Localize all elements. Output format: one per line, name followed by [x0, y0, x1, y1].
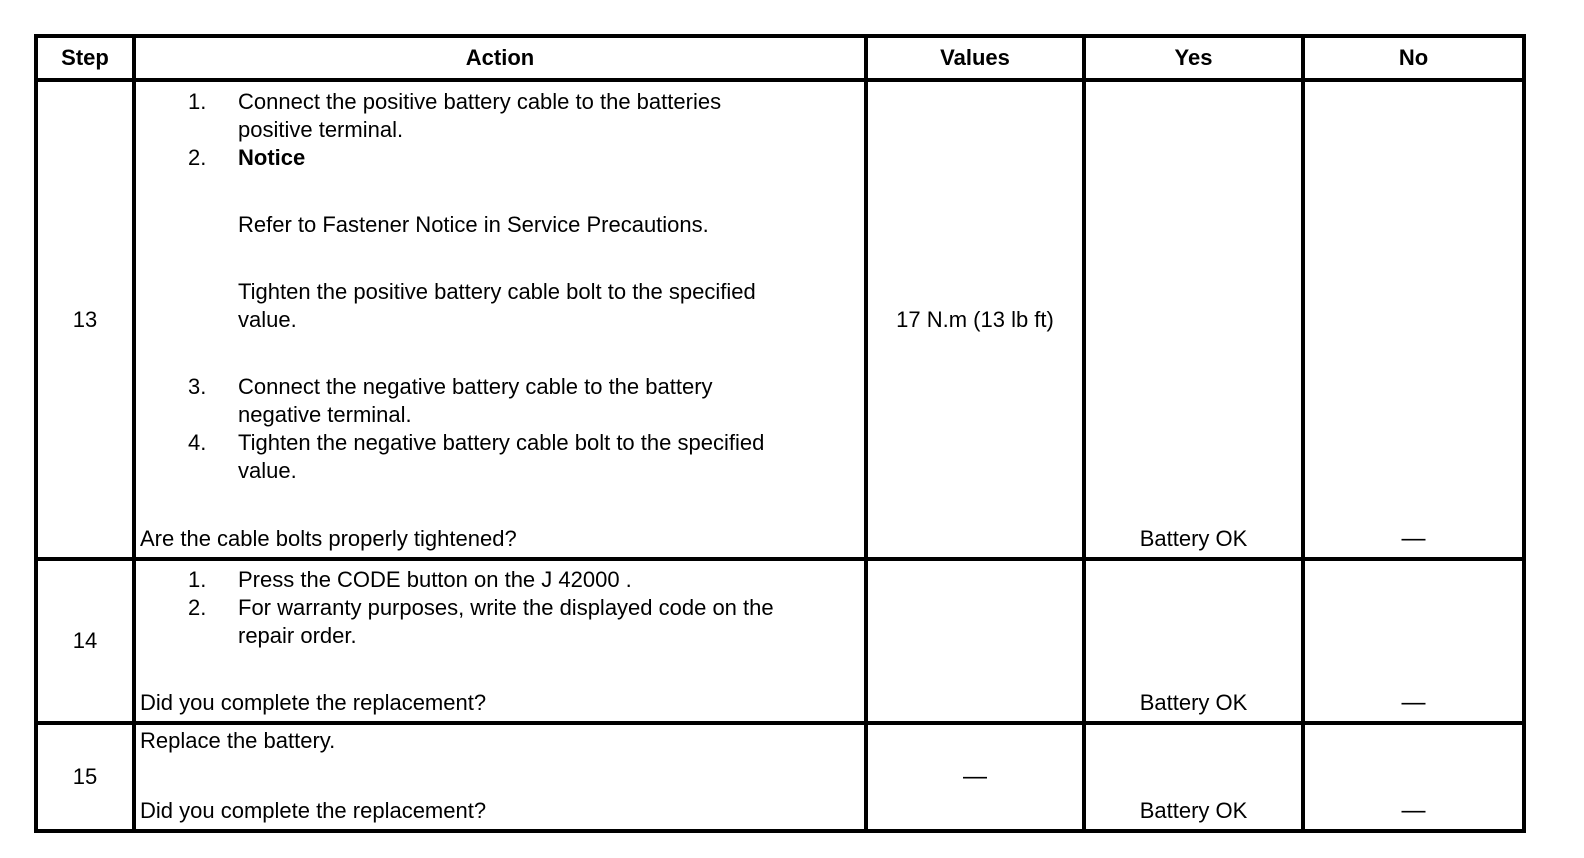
table-row — [36, 80, 1524, 559]
no-cell — [1303, 559, 1524, 723]
action-cell — [134, 723, 866, 831]
action-text: Replace the battery. — [140, 728, 336, 753]
table-row — [36, 723, 1524, 831]
header-no: No — [1303, 36, 1524, 80]
list-item: 2. For warranty purposes, write the displayed code on the repair order. — [188, 595, 774, 648]
action-steps — [136, 566, 864, 650]
table-row — [36, 559, 1524, 723]
action-question: Did you complete the replacement? — [140, 798, 487, 823]
header-step: Step — [36, 36, 134, 80]
action-steps — [136, 88, 864, 485]
step-number: 14 — [72, 628, 98, 653]
no-result: — — [1401, 689, 1426, 716]
no-cell — [1303, 723, 1524, 831]
yes-cell — [1084, 723, 1303, 831]
value-text: — — [963, 763, 987, 790]
step-number: 13 — [72, 306, 98, 332]
step-cell — [36, 723, 134, 831]
header-row — [36, 36, 1524, 80]
no-result: — — [1401, 525, 1426, 552]
value-text: 17 N.m (13 lb ft) — [896, 306, 1054, 332]
header-yes: Yes — [1084, 36, 1303, 80]
no-result: — — [1401, 797, 1426, 824]
action-question: Are the cable bolts properly tightened? — [140, 526, 517, 551]
list-item: 1. Press the CODE button on the J 42000 . — [188, 567, 632, 592]
yes-result: Battery OK — [1139, 690, 1248, 715]
list-item: 3. Connect the negative battery cable to the battery negative terminal. — [188, 374, 713, 427]
header-values: Values — [866, 36, 1084, 80]
action-question: Did you complete the replacement? — [140, 690, 487, 715]
yes-result: Battery OK — [1139, 798, 1248, 823]
no-cell — [1303, 80, 1524, 559]
step-number: 15 — [72, 764, 98, 789]
list-item: 1. Connect the positive battery cable to the batteries positive terminal. — [188, 89, 722, 142]
values-cell — [866, 723, 1084, 831]
list-item: 2. Notice Refer to Fastener Notice in Service Precautions. Tighten the positive battery cable bolt to the specified value. — [136, 144, 864, 373]
yes-result: Battery OK — [1139, 526, 1248, 551]
values-cell — [866, 80, 1084, 559]
action-cell — [134, 80, 866, 559]
values-cell — [866, 559, 1084, 723]
yes-cell — [1084, 80, 1303, 559]
step-cell — [36, 80, 134, 559]
yes-cell — [1084, 559, 1303, 723]
list-item: 4. Tighten the negative battery cable bolt to the specified value. — [188, 430, 765, 483]
notice-text: Refer to Fastener Notice in Service Precautions. — [238, 212, 709, 237]
procedure-table — [34, 34, 1526, 833]
action-cell — [134, 559, 866, 723]
header-action: Action — [134, 36, 866, 80]
notice-title: Notice — [238, 145, 306, 170]
step-cell — [36, 559, 134, 723]
